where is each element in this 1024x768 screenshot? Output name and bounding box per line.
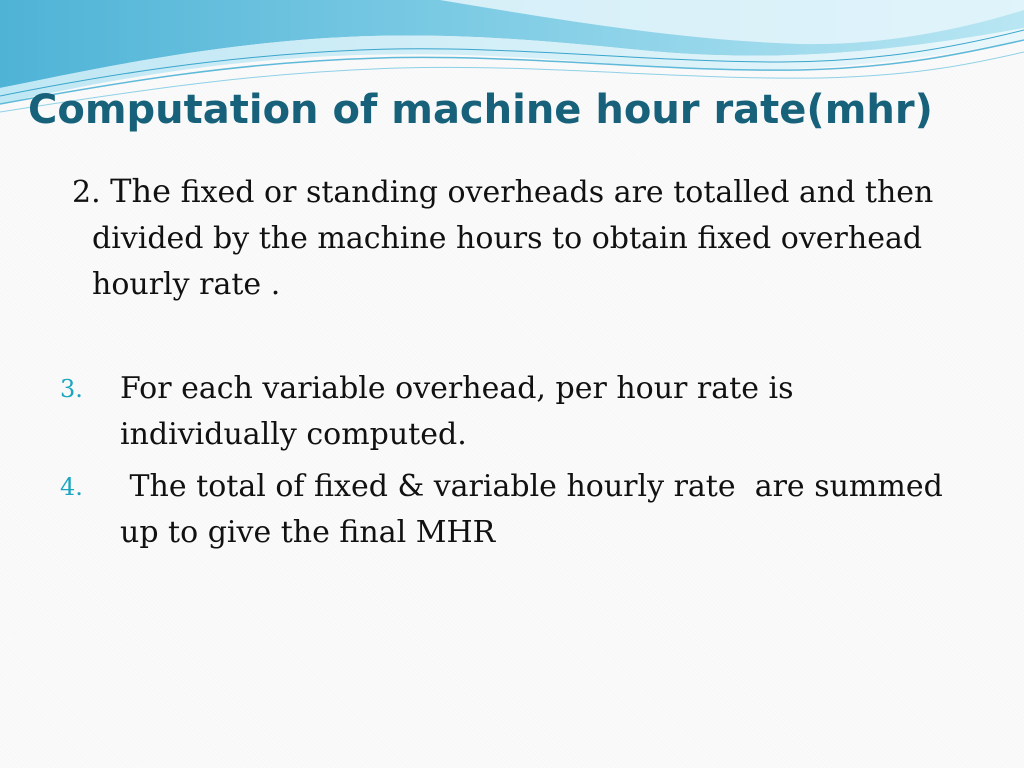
list-item-line-1: For each variable overhead, per hour rate is — [120, 371, 794, 406]
list-item-line-2: up to give the final MHR — [120, 515, 496, 550]
paragraph-line-1 — [72, 168, 972, 216]
list-item-text — [120, 464, 980, 556]
list-item-line-1: The total of fixed & variable hourly rate are summed — [120, 469, 943, 504]
list-item-number: 4. — [60, 473, 83, 501]
paragraph-line-1-rest: fixed or standing overheads are totalled and then — [180, 175, 934, 210]
paragraph-fixed-overheads — [72, 168, 972, 308]
list-item-number: 3. — [60, 375, 83, 403]
paragraph-line-2: divided by the machine hours to obtain fixed overhead — [92, 221, 923, 256]
slide-title: Computation of machine hour rate(mhr) — [28, 87, 933, 133]
list-item-text — [120, 366, 980, 458]
list-item-line-2: individually computed. — [120, 417, 467, 452]
paragraph-number: 2. — [72, 175, 101, 210]
paragraph-first-word: The — [110, 172, 172, 210]
paragraph-line-3: hourly rate . — [92, 267, 281, 302]
